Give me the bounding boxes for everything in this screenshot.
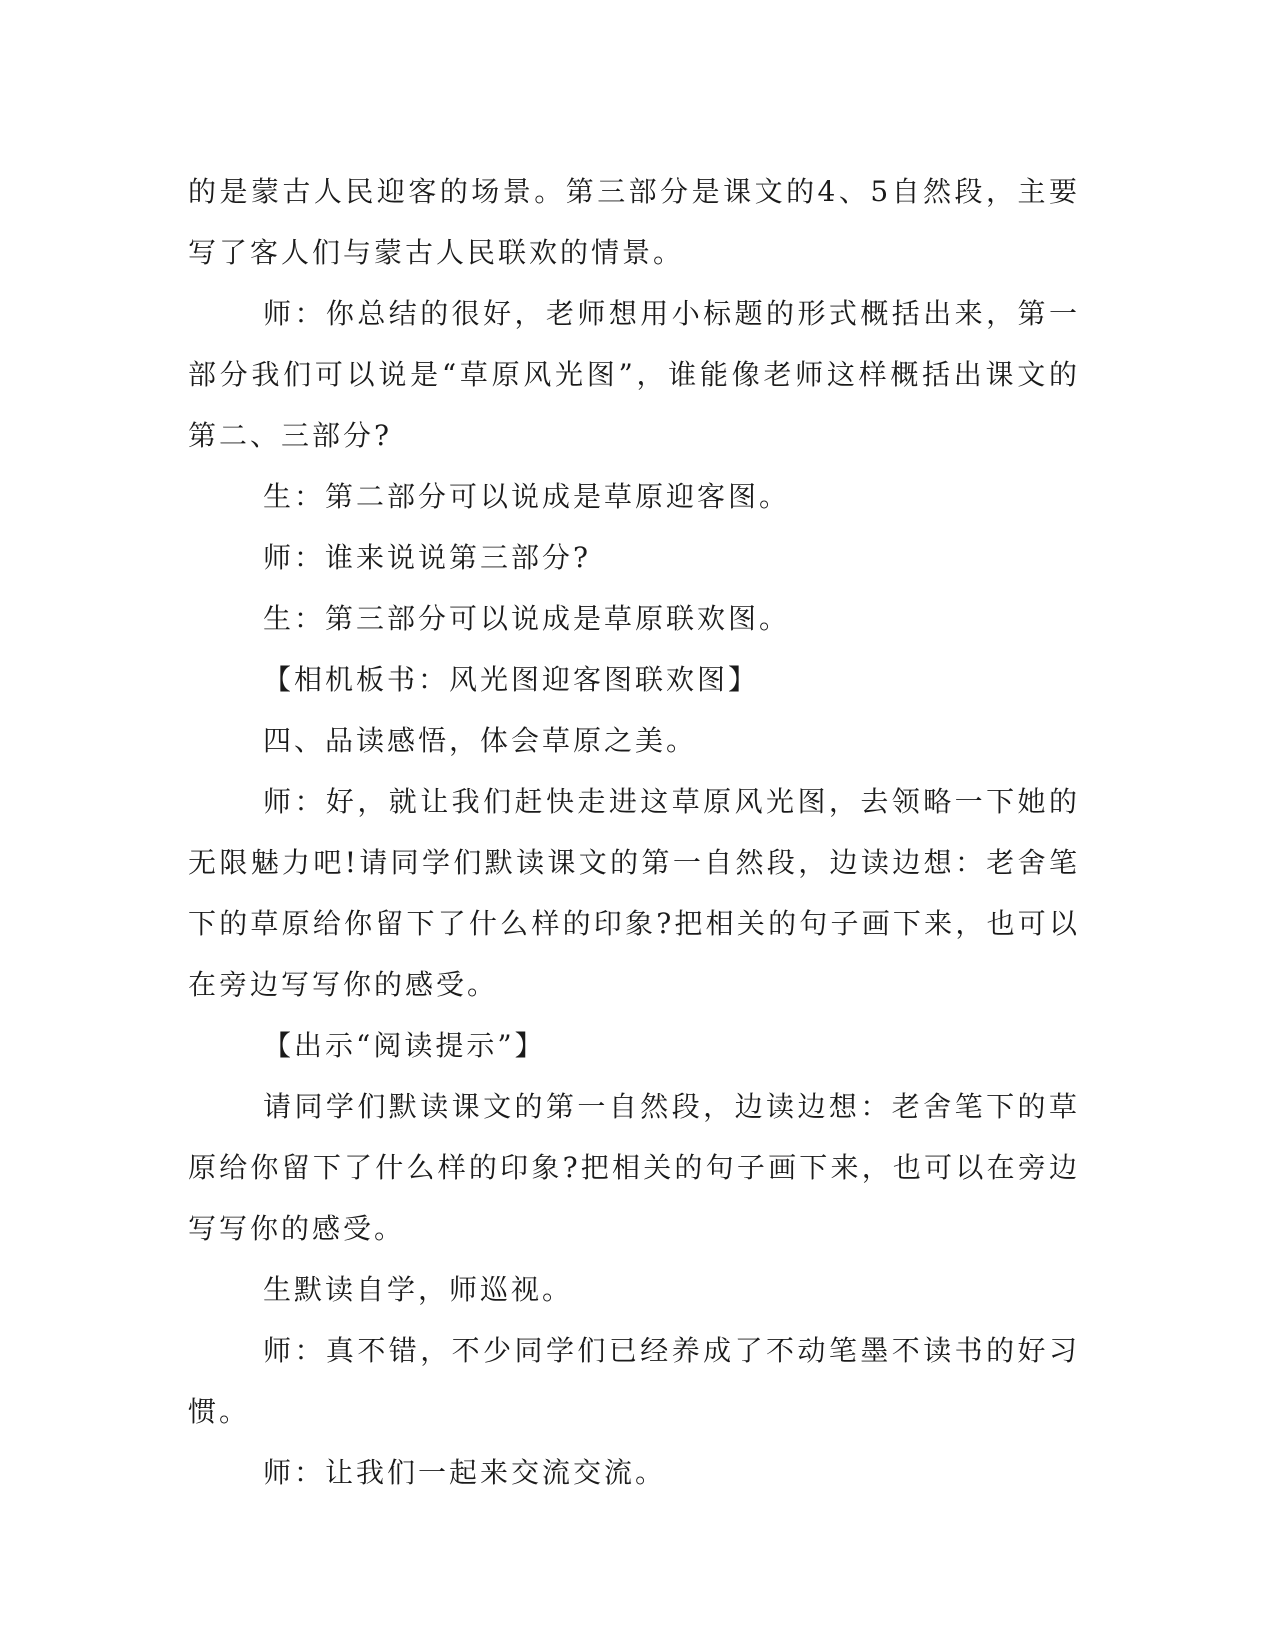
paragraph-5: 生：第三部分可以说成是草原联欢图。 — [263, 602, 791, 635]
paragraph-12: 师：真不错，不少同学们已经养成了不动笔墨不读书的好习惯。 — [188, 1334, 1080, 1428]
paragraph-6: 【相机板书：风光图迎客图联欢图】 — [263, 663, 760, 696]
paragraph-4: 师：谁来说说第三部分? — [263, 541, 592, 574]
paragraph-2: 师：你总结的很好，老师想用小标题的形式概括出来，第一部分我们可以说是“草原风光图”，谁能像老师这样概括出课文的第二、三部分? — [188, 297, 1080, 452]
document-body — [188, 161, 1080, 1503]
paragraph-13: 师：让我们一起来交流交流。 — [263, 1456, 667, 1489]
paragraph-11: 生默读自学，师巡视。 — [263, 1273, 574, 1306]
paragraph-8: 师：好，就让我们赶快走进这草原风光图，去领略一下她的无限魅力吧!请同学们默读课文的第一自然段，边读边想：老舍笔下的草原给你留下了什么样的印象?把相关的句子画下来，也可以在旁边写写你的感受。 — [188, 785, 1080, 1001]
paragraph-7: 四、品读感悟，体会草原之美。 — [263, 724, 698, 757]
paragraph-9: 【出示“阅读提示”】 — [263, 1029, 546, 1062]
paragraph-10: 请同学们默读课文的第一自然段，边读边想：老舍笔下的草原给你留下了什么样的印象?把相关的句子画下来，也可以在旁边写写你的感受。 — [188, 1090, 1080, 1245]
paragraph-1: 的是蒙古人民迎客的场景。第三部分是课文的4、5自然段，主要写了客人们与蒙古人民联欢的情景。 — [188, 175, 1080, 269]
paragraph-3: 生：第二部分可以说成是草原迎客图。 — [263, 480, 791, 513]
